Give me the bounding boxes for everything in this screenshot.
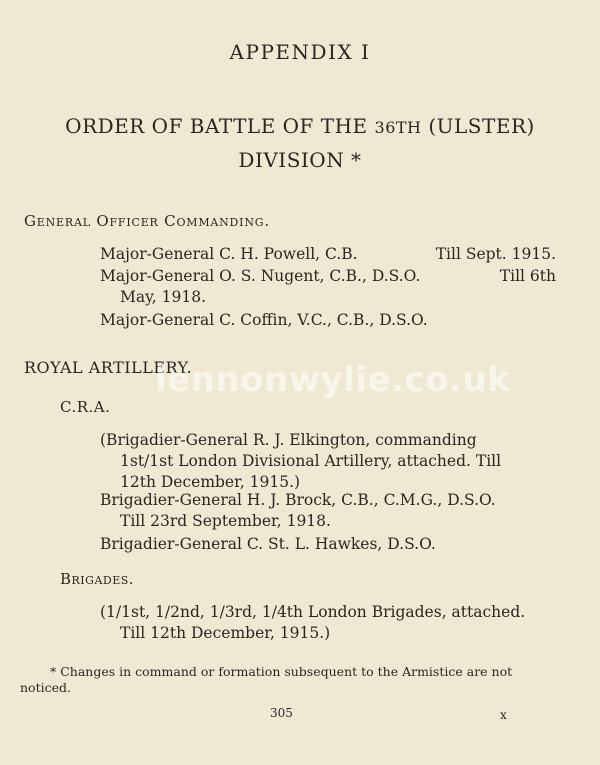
- entry-nugent: [100, 266, 556, 308]
- entry-text: Brigadier-General H. J. Brock, C.B., C.M.G., D.S.O.: [100, 491, 496, 509]
- entry-brock: [100, 490, 556, 532]
- entry-continuation: 1st/1st London Divisional Artillery, attached. Till: [120, 452, 502, 470]
- entry-text: Brigadier-General C. St. L. Hawkes, D.S.O.: [100, 535, 436, 553]
- entry-text: Major-General C. Coffin, V.C., C.B., D.S.O.: [100, 311, 428, 329]
- section-heading-royal-artillery: ROYAL ARTILLERY.: [24, 358, 193, 377]
- watermark: lennonwylie.co.uk: [155, 360, 511, 400]
- title-part-b: (ULSTER): [421, 114, 535, 138]
- entry-continuation: 12th December, 1915.): [120, 473, 301, 491]
- entry-text: Major-General C. H. Powell, C.B.: [100, 245, 358, 263]
- entry-continuation: Till 23rd September, 1918.: [120, 512, 331, 530]
- section-heading-general-officer: General Officer Commanding.: [24, 212, 270, 230]
- page-title: [18, 110, 582, 177]
- entry-date: Till Sept. 1915.: [435, 245, 556, 263]
- entry-powell: [100, 244, 556, 265]
- entry-continuation: May, 1918.: [120, 288, 207, 306]
- entry-elkington: [100, 430, 556, 493]
- title-line-2: DIVISION *: [238, 148, 362, 172]
- footnote: * Changes in command or formation subsequent to the Armistice are not noticed.: [20, 664, 513, 695]
- entry-date: Till 6th: [499, 267, 556, 285]
- entry-text: (Brigadier-General R. J. Elkington, commanding: [100, 431, 477, 449]
- title-part-a: ORDER OF BATTLE OF THE: [65, 114, 375, 138]
- title-part-division-number: 36TH: [374, 118, 422, 137]
- page-number: 305: [270, 706, 293, 720]
- subsection-heading-brigades: Brigades.: [60, 570, 135, 588]
- signature-mark: x: [500, 708, 507, 722]
- title-line-1: [18, 110, 582, 144]
- subsection-heading-cra: C.R.A.: [60, 398, 111, 416]
- entry-coffin: [100, 310, 556, 331]
- entry-brigades: [100, 602, 556, 644]
- entry-text: Major-General O. S. Nugent, C.B., D.S.O.: [100, 267, 421, 285]
- entry-continuation: Till 12th December, 1915.): [120, 624, 331, 642]
- entry-hawkes: [100, 534, 556, 555]
- entry-text: (1/1st, 1/2nd, 1/3rd, 1/4th London Brigades, attached.: [100, 603, 526, 621]
- appendix-heading: APPENDIX I: [229, 40, 371, 64]
